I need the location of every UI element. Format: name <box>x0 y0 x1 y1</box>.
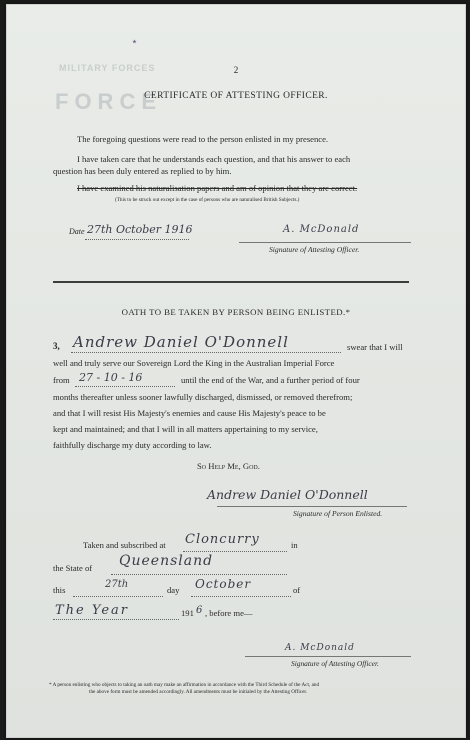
of-label: of <box>293 585 301 595</box>
oath-name: Andrew Daniel O'Donnell <box>73 333 289 351</box>
year-line <box>53 619 179 620</box>
section-divider <box>53 281 409 283</box>
oath-heading: OATH TO BE TAKEN BY PERSON BEING ENLISTED.* <box>121 307 351 317</box>
day-label: day <box>167 585 180 595</box>
certificate-struck-note: (This to be struck out except in the case of persons who are naturalised British Subjects.) <box>115 197 300 203</box>
oath-line3-rest: until the end of the War, and a further period of four <box>181 375 360 385</box>
day-value: 27th <box>105 579 129 590</box>
oath-number: 3, <box>53 341 60 351</box>
footnote-line2: the above form must be amended accordingly. All amendments must be initialed by the Attesting Officer. <box>89 689 308 695</box>
certificate-para1: The foregoing questions were read to the person enlisted in my presence. <box>77 134 329 144</box>
certificate-officer-signature: A. McDonald <box>283 224 360 235</box>
before-me: , before me— <box>205 608 253 618</box>
state-label: the State of <box>53 563 93 573</box>
oath-line2: well and truly serve our Sovereign Lord the King in the Australian Imperial Force <box>53 358 335 368</box>
oath-from-line <box>75 386 175 387</box>
person-signature-label: Signature of Person Enlisted. <box>293 509 383 518</box>
day-line <box>73 596 163 597</box>
oath-from-label: from <box>53 375 70 385</box>
so-help-me-god: So Help Me, God. <box>197 461 260 471</box>
certificate-para2-line1: I have taken care that he understands each question, and that his answer to each <box>77 154 351 164</box>
oath-line4: months thereafter unless sooner lawfully discharged, dismissed, or removed therefrom; <box>53 392 353 402</box>
final-officer-signature: A. McDonald <box>285 643 355 653</box>
page-number: 2 <box>233 65 239 75</box>
certificate-struck-line: I have examined his naturalisation papers and am of opinion that they are correct. <box>77 183 358 193</box>
month-line <box>191 596 291 597</box>
officer-signature-line <box>239 242 411 243</box>
faint-header-line1: MILITARY FORCES <box>59 63 156 73</box>
date-value: 27th October 1916 <box>87 223 193 236</box>
oath-line5: and that I will resist His Majesty's enemies and cause His Majesty's peace to be <box>53 408 326 418</box>
final-officer-label: Signature of Attesting Officer. <box>291 659 379 668</box>
year-printed: 191 <box>181 608 194 618</box>
year-digit: 6 <box>196 605 203 616</box>
year-handwritten: The Year <box>55 603 129 618</box>
date-label: Date <box>69 227 85 236</box>
taken-label: Taken and subscribed at <box>83 540 166 550</box>
faint-header-line2: FORCE <box>55 89 162 114</box>
final-officer-line <box>245 656 411 657</box>
ink-mark: ⋆ <box>131 36 138 48</box>
certificate-officer-label: Signature of Attesting Officer. <box>269 245 360 254</box>
certificate-heading: CERTIFICATE OF ATTESTING OFFICER. <box>144 91 328 101</box>
oath-from-date: 27 - 10 - 16 <box>79 371 143 384</box>
state-value: Queensland <box>119 553 214 569</box>
person-signature-line <box>217 506 407 507</box>
footnote-line1: * A person enlisting who objects to taking an oath may make an affirmation in accordance with the Third Schedule of the Act, and <box>49 682 320 688</box>
place-value: Cloncurry <box>185 532 260 547</box>
state-line <box>111 574 287 575</box>
document-page <box>6 4 466 738</box>
oath-line7: faithfully discharge my duty according to law. <box>53 440 212 450</box>
date-line <box>85 239 189 240</box>
oath-name-line <box>71 352 341 353</box>
in-label: in <box>291 540 298 550</box>
month-value: October <box>195 577 252 591</box>
this-label: this <box>53 585 66 595</box>
oath-line6: kept and maintained; and that I will in all matters appertaining to my service, <box>53 424 318 434</box>
place-line <box>183 551 287 552</box>
certificate-para2-line2: question has been duly entered as replied to by him. <box>53 166 232 176</box>
oath-swear: swear that I will <box>347 342 403 352</box>
person-signature: Andrew Daniel O'Donnell <box>207 487 368 502</box>
